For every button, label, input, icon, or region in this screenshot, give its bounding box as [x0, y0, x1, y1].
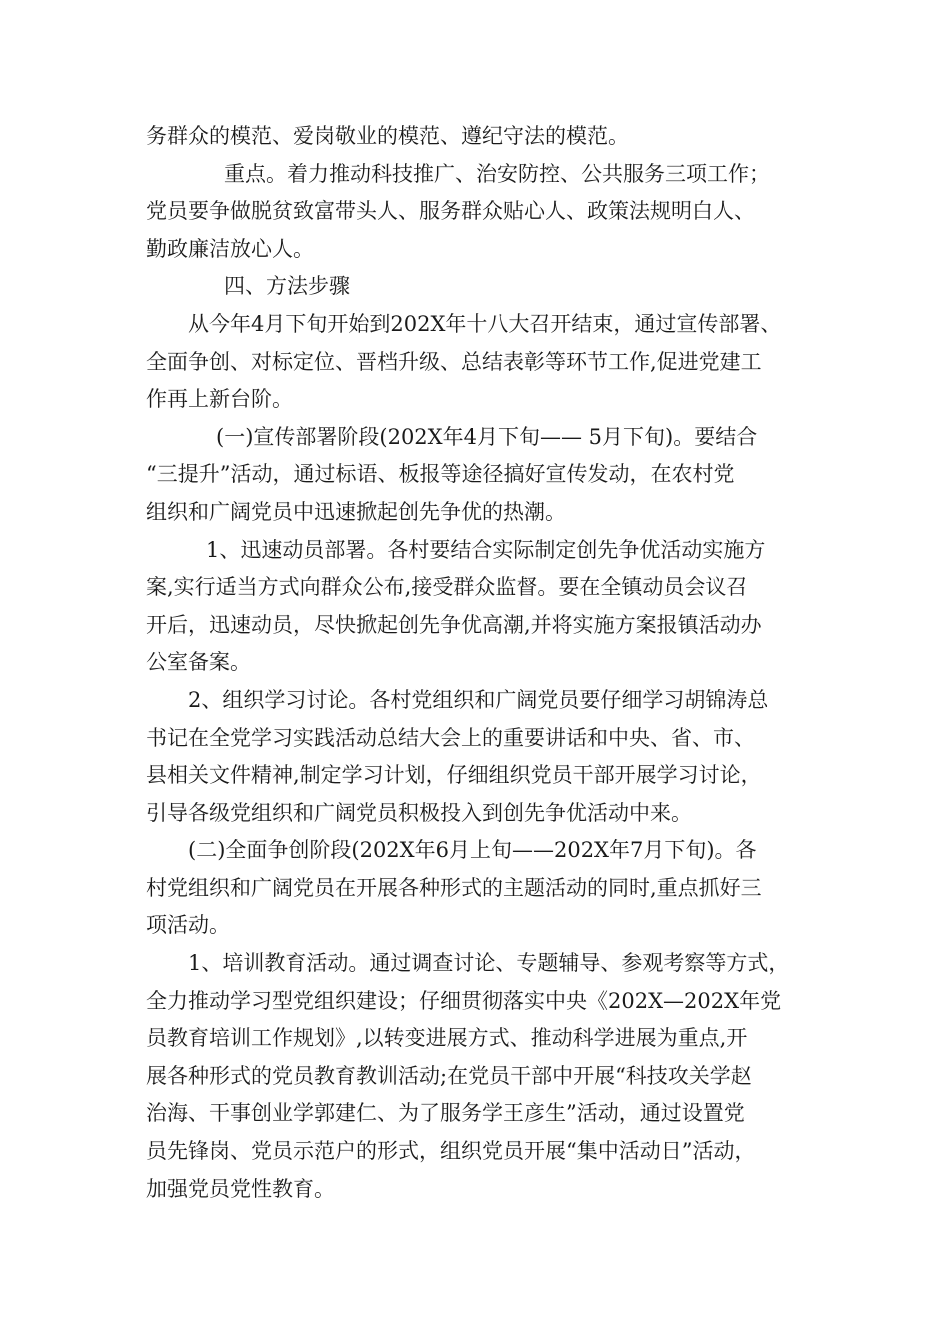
text-line: 组织和广阔党员中迅速掀起创先争优的热潮。 [146, 499, 566, 524]
text-line: 开后，迅速动员，尽快掀起创先争优高潮,并将实施方案报镇活动办 [146, 612, 762, 637]
text-line: 引导各级党组织和广阔党员积极投入到创先争优活动中来。 [146, 800, 692, 825]
subsection-heading: (二)全面争创阶段(202X年6月上旬——202X年7月下旬)。各 [188, 838, 757, 863]
text-line: 从今年4月下旬开始到202X年十八大召开结束，通过宣传部署、 [188, 311, 782, 336]
text-line: 全力推动学习型党组织建设；仔细贯彻落实中央《202X—202X年党 [146, 988, 782, 1013]
text-line: 重点。着力推动科技推广、治安防控、公共服务三项工作； [224, 161, 770, 186]
text-line: 加强党员党性教育。 [146, 1176, 335, 1201]
text-line: 项活动。 [146, 913, 230, 938]
text-line: 作再上新台阶。 [146, 387, 293, 412]
text-line: 展各种形式的党员教育教训活动;在党员干部中开展“科技攻关学赵 [146, 1063, 752, 1088]
section-heading: 四、方法步骤 [224, 274, 350, 299]
text-line: 党员要争做脱贫致富带头人、服务群众贴心人、政策法规明白人、 [146, 199, 755, 224]
text-line: 员先锋岗、党员示范户的形式，组织党员开展“集中活动日”活动， [146, 1139, 756, 1164]
text-line: 1、迅速动员部署。各村要结合实际制定创先争优活动实施方 [206, 537, 766, 562]
text-line: “三提升”活动，通过标语、板报等途径搞好宣传发动，在农村党 [146, 462, 735, 487]
text-line: 案,实行适当方式向群众公布,接受群众监督。要在全镇动员会议召 [146, 575, 748, 600]
text-line: 公室备案。 [146, 650, 251, 675]
text-line: 全面争创、对标定位、晋档升级、总结表彰等环节工作,促进党建工 [146, 349, 762, 374]
text-line: 勤政廉洁放心人。 [146, 236, 314, 261]
subsection-heading: (一)宣传部署阶段(202X年4月下旬—— 5月下旬)。要结合 [216, 424, 758, 449]
text-line: 县相关文件精神,制定学习计划，仔细组织党员干部开展学习讨论， [146, 763, 762, 788]
text-line: 书记在全党学习实践活动总结大会上的重要讲话和中央、省、市、 [146, 725, 755, 750]
text-line: 员教育培训工作规划》,以转变进展方式、推动科学进展为重点,开 [146, 1026, 748, 1051]
text-line: 务群众的模范、爱岗敬业的模范、遵纪守法的模范。 [146, 124, 629, 148]
text-line: 1、培训教育活动。通过调查讨论、专题辅导、参观考察等方式， [188, 951, 790, 976]
text-line: 2、组织学习讨论。各村党组织和广阔党员要仔细学习胡锦涛总 [188, 687, 769, 712]
text-line: 村党组织和广阔党员在开展各种形式的主题活动的同时,重点抓好三 [146, 875, 762, 900]
text-line: 治海、干事创业学郭建仁、为了服务学王彦生”活动，通过设置党 [146, 1101, 745, 1126]
